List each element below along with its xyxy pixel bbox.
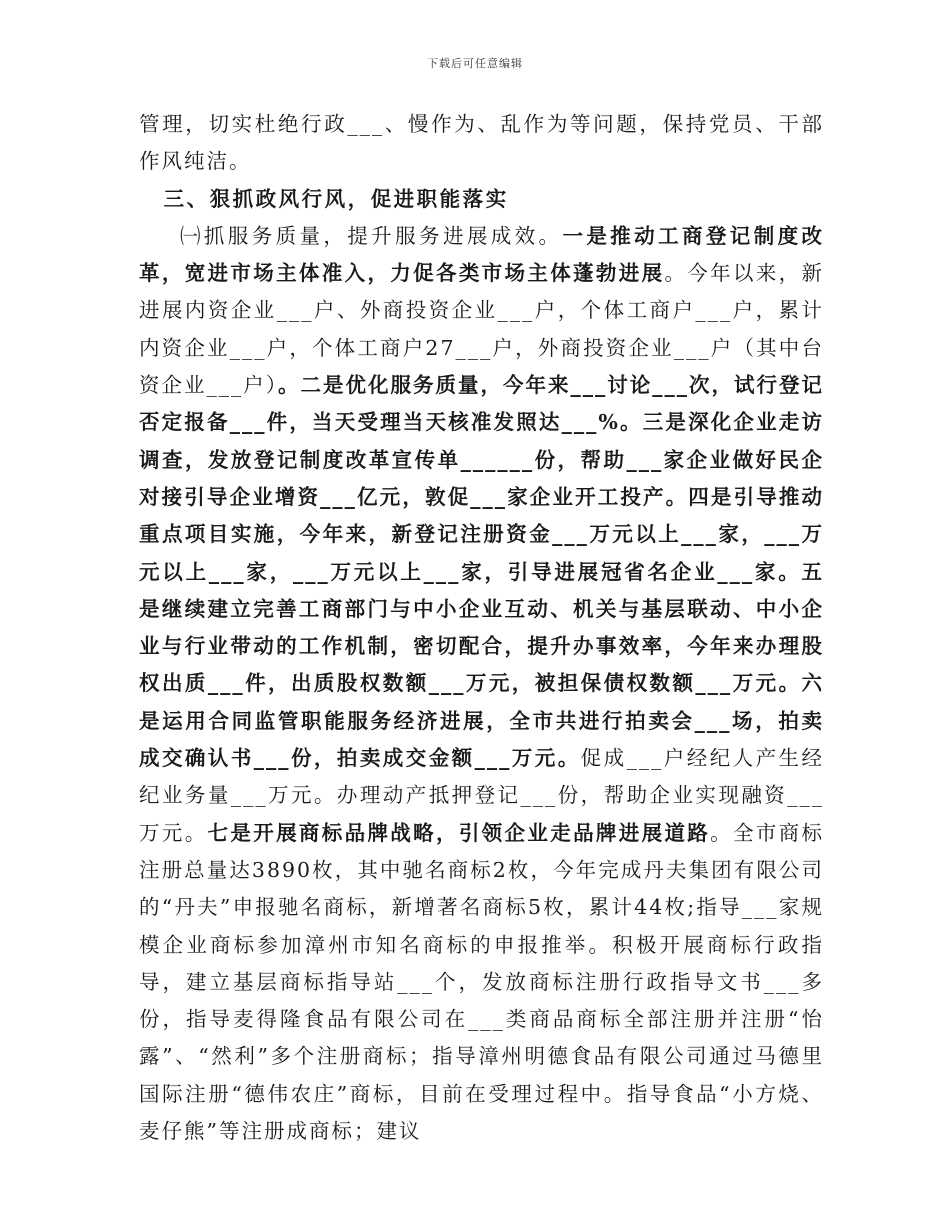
paragraph-2	[139, 218, 824, 1150]
p2-bold-3: 七是开展商标品牌战略，引领企业走品牌进展道路	[207, 820, 711, 845]
p2-bold-2: 。二是优化服务质量，今年来___讨论___次，试行登记否定报备___件，当天受理当天核准发照达___%。三是深化企业走访调查，发放登记制度改革宣传单______份，帮助___家企业做好民企对接引导企业增资___亿元，敦促___家企业开工投产。四是引导推动重点项目实施，今年来，新登记注册资金___万元以上___家，___万元以上___家，___万元以上___家，引导进展冠省名企业___家。五是继续建立完善工商部门与中小企业互动、机关与基层联动、中小企业与行业带动的工作机制，密切配合，提升办事效率，今年来办理股权出质___件，出质股权数额___万元，被担保债权数额___万元。六是运用合同监管职能服务经济进展，全市共进行拍卖会___场，拍卖成交确认书___份，拍卖成交金额___万元。	[139, 373, 824, 771]
p2-lead: ㈠抓服务质量，提升服务进展成效。	[180, 223, 563, 248]
section-heading-3: 三、狠抓政风行风，促进职能落实	[163, 186, 509, 211]
paragraph-1: 管理，切实杜绝行政___、慢作为、乱作为等问题，保持党员、干部作风纯洁。	[139, 112, 824, 174]
p2-text-3: 。全市商标注册总量达3890枚，其中驰名商标2枚，今年完成丹夫集团有限公司的“丹夫”申报驰名商标，新增著名商标5枚，累计44枚;指导___家规模企业商标参加漳州市知名商标的申报推举。积极开展商标行政指导，建立基层商标指导站___个，发放商标注册行政指导文书___多份，指导麦得隆食品有限公司在___类商品商标全部注册并注册“怡露”、“然利”多个注册商标；指导漳州明德食品有限公司通过马德里国际注册“德伟农庄”商标，目前在受理过程中。指导食品“小方烧、麦仔熊”等注册成商标；建议	[139, 820, 825, 1144]
p2-bold-1: 一是推动工商登记制度改革，宽进市场主体准入，力促各类市场主体蓬勃进展	[139, 223, 825, 286]
p2-text-1: 。今年以来，新进展内资企业___户、外商投资企业___户，个体工商户___户，累计内资企业___户，个体工商户27___户，外商投资企业___户（其中台资企业___户）	[139, 261, 825, 398]
p2-text-2: 促成___户经纪人产生经纪业务量___万元。办理动产抵押登记___份，帮助企业实现融资___万元。	[139, 746, 825, 845]
document-body	[139, 106, 824, 1150]
header-note: 下载后可任意编辑	[427, 57, 523, 70]
